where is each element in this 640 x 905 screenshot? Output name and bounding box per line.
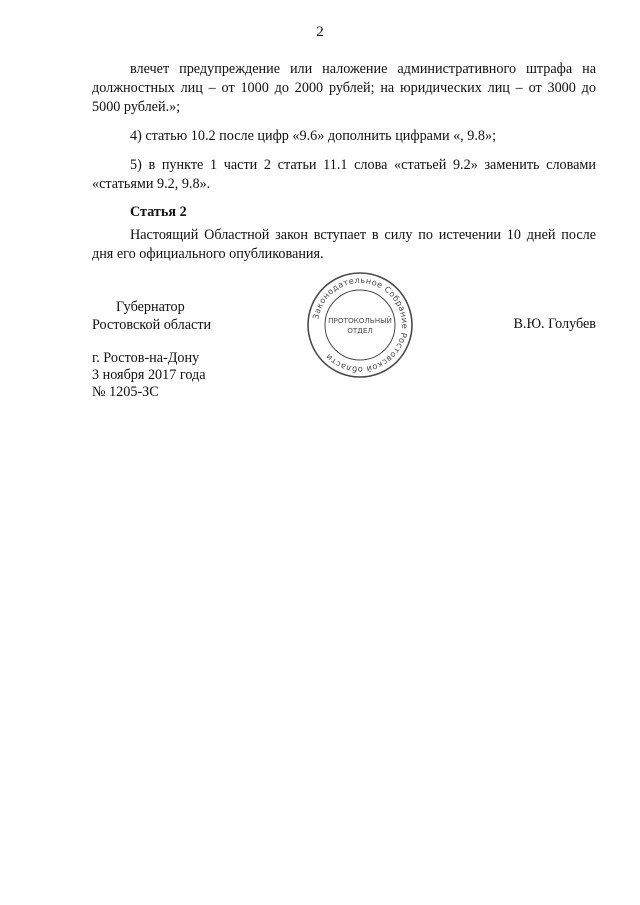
- seal-ring-text: Законодательное Собрание Ростовской области: [310, 274, 411, 376]
- place-date-block: [92, 350, 206, 401]
- signature-block: [92, 298, 211, 334]
- place: г. Ростов-на-Дону: [92, 350, 200, 366]
- paragraph-penalty: влечет предупреждение или наложение административного штрафа на должностных лиц – от 1000 до 2000 рублей; на юридических лиц – от 3000 до 5000 рублей.»;: [92, 61, 596, 115]
- seal-center-line2: ОТДЕЛ: [347, 326, 373, 335]
- law-number: № 1205-ЗС: [92, 384, 159, 400]
- signatory-name: В.Ю. Голубев: [513, 316, 596, 332]
- article-heading: Статья 2: [130, 204, 187, 220]
- paragraph-item-4: 4) статью 10.2 после цифр «9.6» дополнить цифрами «, 9.8»;: [130, 128, 497, 144]
- seal-inner-ring: [325, 290, 395, 360]
- seal-outer-ring: [308, 273, 412, 377]
- paragraph-item-5: 5) в пункте 1 части 2 статьи 11.1 слова «статьей 9.2» заменить словами «статьями 9.2, 9.8».: [92, 157, 596, 192]
- governor-region: Ростовской области: [92, 317, 212, 333]
- article-paragraph: Настоящий Областной закон вступает в силу по истечении 10 дней после дня его официального опубликования.: [92, 227, 596, 262]
- article-text: [92, 226, 596, 264]
- body-text: [92, 60, 596, 194]
- seal-center-line1: ПРОТОКОЛЬНЫЙ: [328, 316, 392, 325]
- page-number: 2: [316, 24, 324, 40]
- governor-title: Губернатор: [116, 299, 185, 315]
- date: 3 ноября 2017 года: [92, 367, 206, 383]
- official-seal-stamp: [305, 270, 415, 380]
